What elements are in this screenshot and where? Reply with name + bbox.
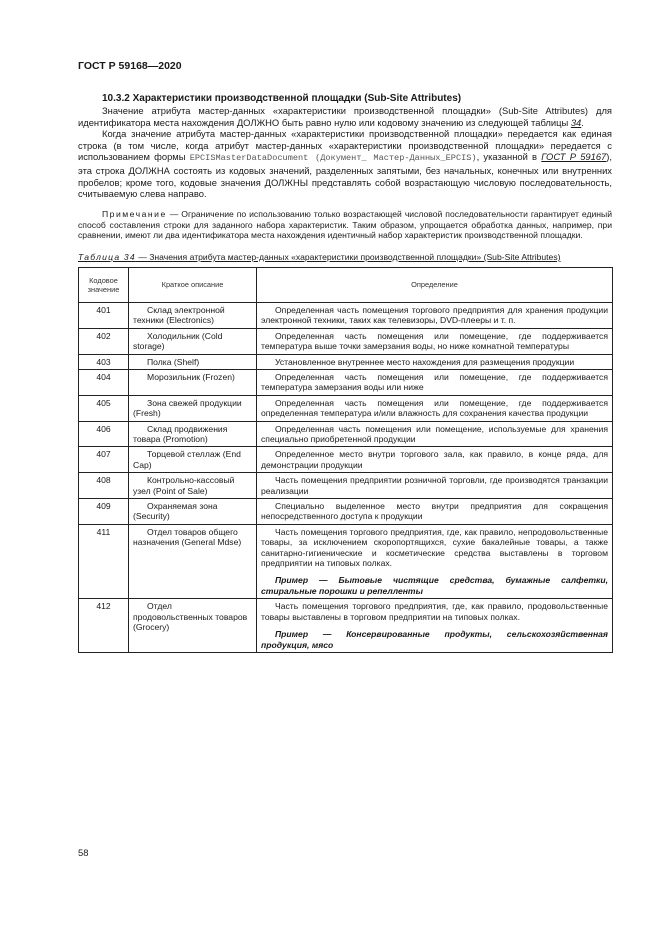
paragraph-1-end: . [581,116,584,128]
brief-text: Холодильник (Cold storage) [133,330,223,352]
cell-brief [129,328,257,354]
cell-code: 404 [79,369,129,395]
table-row [79,369,613,395]
cell-definition [257,499,613,525]
definition-text: Часть помещения торгового предприятия, где, как правило, непродовольственные товары, за исключением скоропортящихся, сухие бакалейные товары, а также санитарно-гигиенические и косметические средства выставлены в торговом предприятии на типовых полках. [261,526,608,569]
cell-code: 412 [79,599,129,653]
paragraph-2-text-a: Когда значение атрибута мастер-данных «характеристики производственной площадки» передается как единая строка (в том числе, когда атрибут мастер-данных «характеристики производственной площадки» передается с использованием формы [78,128,612,163]
brief-text: Зона свежей продукции (Fresh) [133,397,242,419]
example-text: Пример — Бытовые чистящие средства, бумажные салфетки, стиральные порошки и репелленты [261,575,608,596]
definition-text: Определенная часть помещения или помещение, используемые для хранения специально приобретенной продукции [261,423,608,444]
cell-definition [257,369,613,395]
cell-brief [129,369,257,395]
cell-definition [257,302,613,328]
definition-text: Специально выделенное место внутри предприятия для сокращения непосредственного доступа к продукции [261,501,608,522]
cell-definition [257,599,613,653]
cell-brief [129,499,257,525]
attributes-table [78,267,613,653]
paragraph-2-text-b: , указанной в [476,151,542,163]
page-content [78,93,612,653]
note-text: — Ограничение по использованию только возрастающей числовой последовательности гарантирует единый способ составления строки для заданного набора характеристик. Таким образом, упрощается обработка данных, например, при сравнении, имеют ли два идентификатора места нахождения идентичный набор характеристик производственной площадки. [78,208,612,241]
cell-definition [257,447,613,473]
table-body [79,302,613,652]
cell-brief [129,447,257,473]
cell-brief [129,599,257,653]
cell-definition [257,473,613,499]
table-row [79,599,613,653]
cell-code: 411 [79,524,129,598]
brief-text: Охраняемая зона (Security) [133,501,218,522]
cell-code: 407 [79,447,129,473]
example-text: Пример — Консервированные продукты, сельскохозяйственная продукция, мясо [261,629,608,650]
definition-text: Определенное место внутри торгового зала, как правило, в конце ряда, для демонстрации продукции [261,449,608,470]
cell-brief [129,473,257,499]
paragraph-2 [78,128,612,200]
table-caption-text: — Значения атрибута мастер-данных «характеристики производственной площадки» (Sub-Site Attributes) [135,252,561,263]
brief-text: Морозильник (Frozen) [147,371,235,382]
definition-text: Определенная часть помещения или помещение, где поддерживается температура выше точки замерзания воды, но ниже комнатной температуры [261,330,608,352]
cell-code: 402 [79,328,129,354]
paragraph-1 [78,105,612,128]
cell-definition [257,524,613,598]
header-brief: Краткое описание [129,267,257,302]
table-row [79,473,613,499]
table-row [79,421,613,447]
table-row [79,447,613,473]
brief-text: Контрольно-кассовый узел (Point of Sale) [133,475,235,496]
brief-text: Полка (Shelf) [147,356,200,367]
brief-text: Склад электронной техники (Electronics) [133,304,225,326]
table-caption [78,252,612,263]
table-header-row [79,267,613,302]
cell-brief [129,524,257,598]
table-row [79,524,613,598]
paragraph-2-text-c: ), эта строка ДОЛЖНА состоять из кодовых значений, разделенных запятыми, без начальных, конечных или внутренних пробелов; кроме того, кодовые значения ДОЛЖНЫ представлять собой возрастающую числовую последовательность, считываемую слева направо. [78,151,613,200]
brief-text: Отдел товаров общего назначения (General Mdse) [133,526,242,548]
cell-code: 403 [79,354,129,369]
cell-definition [257,328,613,354]
table-row [79,499,613,525]
cell-brief [129,354,257,369]
standard-ref-link[interactable]: ГОСТ Р 59167 [541,151,607,163]
definition-text: Часть помещения предприятии розничной торговли, где производятся транзакции реализации [261,475,608,496]
cell-definition [257,421,613,447]
cell-definition [257,354,613,369]
brief-text: Склад продвижения товара (Promotion) [133,423,228,444]
definition-text: Определенная часть помещения торгового предприятия для хранения продукции электронной техники, таких как телевизоры, DVD-плееры и т. п. [261,304,608,326]
table-row [79,328,613,354]
table-caption-label: Таблица 34 [78,252,136,263]
brief-text: Торцевой стеллаж (End Cap) [133,449,241,470]
cell-code: 408 [79,473,129,499]
cell-brief [129,395,257,421]
cell-code: 405 [79,395,129,421]
definition-text: Установленное внутреннее место нахождения для размещения продукции [275,356,575,367]
note-paragraph [78,209,612,241]
definition-text: Определенная часть помещения или помещение, где поддерживается определенная температура и/или влажность для сохранения качества продукции [261,397,608,419]
page-number: 58 [78,847,89,858]
header-code: Кодовое значение [79,267,129,302]
table-row [79,354,613,369]
table-ref-link[interactable]: 34 [570,116,582,128]
cell-code: 409 [79,499,129,525]
note-label: Примечание [102,208,167,219]
cell-code: 401 [79,302,129,328]
form-name-mono: EPCISMasterDataDocument (Документ_ Мастер-Данных_EPCIS) [189,153,477,164]
definition-text: Определенная часть помещения или помещение, где поддерживается температура замерзания воды или ниже [261,371,608,393]
definition-text: Часть помещения торгового предприятия, где, как правило, продовольственные товары выставлены в торговом предприятии на типовых полках. [261,601,608,622]
cell-brief [129,421,257,447]
table-row [79,302,613,328]
section-title: 10.3.2 Характеристики производственной площадки (Sub-Site Attributes) [102,93,462,104]
table-row [79,395,613,421]
cell-brief [129,302,257,328]
cell-code: 406 [79,421,129,447]
paragraph-1-text: Значение атрибута мастер-данных «характеристики производственной площадки» (Sub-Site Attributes) для идентификатора места нахождения ДОЛЖНО быть равно нулю или кодовому значению из следующей таблицы [78,105,612,128]
standard-header: ГОСТ Р 59168—2020 [78,60,182,72]
cell-definition [257,395,613,421]
brief-text: Отдел продовольственных товаров (Grocery) [133,601,248,633]
header-definition: Определение [257,267,613,302]
